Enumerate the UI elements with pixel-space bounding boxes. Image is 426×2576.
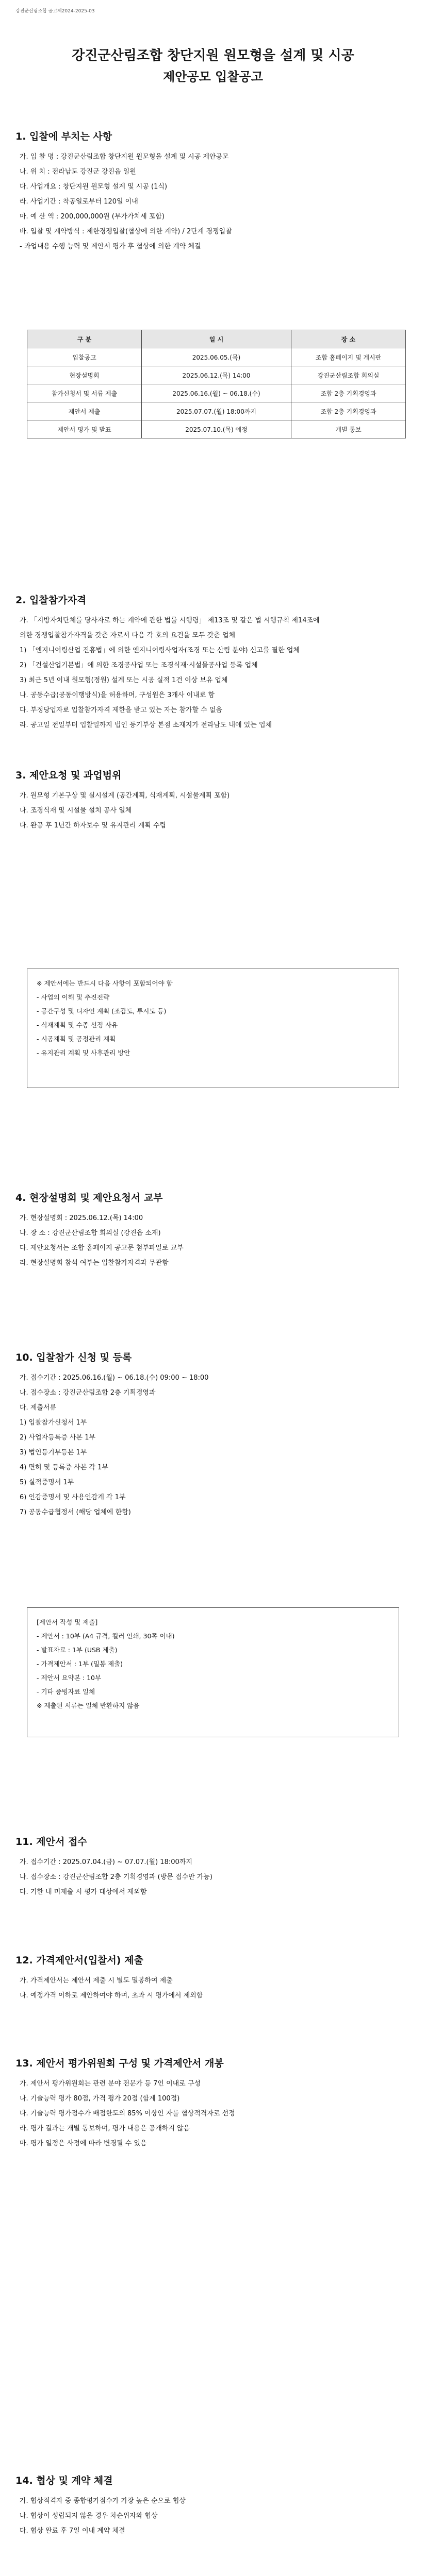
box-line: ※ 제안서에는 반드시 다음 사항이 포함되어야 함 xyxy=(37,979,173,987)
body-line: 바. 입찰 및 계약방식 : 제한경쟁입찰(협상에 의한 계약) / 2단계 경쟁입찰 xyxy=(20,228,232,235)
body-line: 2) 사업자등록증 사본 1부 xyxy=(20,1434,96,1442)
box-line: - 공간구성 및 디자인 계획 (조감도, 투시도 등) xyxy=(37,1007,167,1015)
body-line: 마. 평가 일정은 사정에 따라 변경될 수 있음 xyxy=(20,2140,147,2147)
body-line: 가. 접수기간 : 2025.07.04.(금) ~ 07.07.(월) 18:00까지 xyxy=(20,1858,192,1866)
body-line: 나. 조경식재 및 시설물 설치 공사 일체 xyxy=(20,807,132,815)
body-line: 나. 협상이 성립되지 않을 경우 차순위자와 협상 xyxy=(20,2512,158,2520)
title-line-2: 제안공모 입찰공고 xyxy=(163,70,263,84)
title-line-1: 강진군산림조합 창단지원 원모형을 설계 및 시공 xyxy=(72,48,354,63)
section-heading-5: 10. 입찰참가 신청 및 등록 xyxy=(15,1352,132,1363)
body-line: 3) 법인등기부등본 1부 xyxy=(20,1449,87,1456)
body-line: 다. 협상 완료 후 7일 이내 계약 체결 xyxy=(20,2527,125,2535)
section-body-9 xyxy=(20,2494,412,2538)
body-line: 라. 사업기간 : 착공일로부터 120일 이내 xyxy=(20,198,138,206)
table-cell: 강진군산림조합 회의실 xyxy=(291,366,405,384)
section-heading-3: 3. 제안요청 및 과업범위 xyxy=(15,770,122,781)
body-line: - 과업내용 수행 능력 및 제안서 평가 후 협상에 의한 계약 체결 xyxy=(20,243,201,250)
table-cell: 조합 2층 기획경영과 xyxy=(291,402,405,420)
table-row xyxy=(27,402,406,420)
table-cell: 제안서 제출 xyxy=(27,402,142,420)
table-cell: 참가신청서 및 서류 제출 xyxy=(27,384,142,402)
section-heading-1: 1. 입찰에 부치는 사항 xyxy=(15,131,112,142)
body-line: 라. 공고일 전일부터 입찰일까지 법인 등기부상 본점 소재지가 전라남도 내에 있는 업체 xyxy=(20,721,272,729)
table-row xyxy=(27,420,406,438)
section-body-3 xyxy=(20,788,412,833)
body-line: 가. 가격제안서는 제안서 제출 시 별도 밀봉하여 제출 xyxy=(20,1977,173,1985)
table-row xyxy=(27,366,406,384)
body-line: 3) 최근 5년 이내 원모형(정원) 설계 또는 시공 실적 1건 이상 보유 업체 xyxy=(20,676,228,684)
section-body-1 xyxy=(20,149,412,254)
body-line: 6) 인감증명서 및 사용인감계 각 1부 xyxy=(20,1494,126,1501)
table-header-cell: 장 소 xyxy=(291,330,405,348)
body-line: 다. 부정당업자로 입찰참가자격 제한을 받고 있는 자는 참가할 수 없음 xyxy=(20,706,222,714)
body-line: 5) 실적증명서 1부 xyxy=(20,1479,74,1486)
body-line: 나. 접수장소 : 강진군산림조합 2층 기획경영과 (방문 접수만 가능) xyxy=(20,1873,212,1881)
requirements-box xyxy=(27,969,399,1088)
box-line: - 시공계획 및 공정관리 계획 xyxy=(37,1035,116,1043)
table-cell: 입찰공고 xyxy=(27,348,142,366)
table-cell: 제안서 평가 및 발표 xyxy=(27,420,142,438)
body-line: 가. 입 찰 명 : 강진군산림조합 창단지원 원모형을 설계 및 시공 제안공모 xyxy=(20,153,229,161)
submission-box xyxy=(27,1607,399,1737)
body-line: 나. 장 소 : 강진군산림조합 회의실 (강진읍 소재) xyxy=(20,1229,161,1237)
section-body-4 xyxy=(20,1211,412,1270)
box-line: - 유지관리 계획 및 사후관리 방안 xyxy=(37,1049,130,1057)
table-header-row xyxy=(27,330,406,348)
section-heading-2: 2. 입찰참가자격 xyxy=(15,595,87,606)
body-line: 가. 현장설명회 : 2025.06.12.(목) 14:00 xyxy=(20,1214,143,1222)
body-line: 다. 제안요청서는 조합 홈페이지 공고문 첨부파일로 교부 xyxy=(20,1244,184,1252)
body-line: 가. 제안서 평가위원회는 관련 분야 전문가 등 7인 이내로 구성 xyxy=(20,2080,201,2088)
header-note: 강진군산림조합 공고제2024-2025-03 xyxy=(15,9,95,14)
table-row xyxy=(27,348,406,366)
body-line: 다. 기한 내 미제출 시 평가 대상에서 제외함 xyxy=(20,1888,147,1896)
box-line: - 제안서 : 10부 (A4 규격, 컬러 인쇄, 30쪽 이내) xyxy=(37,1632,175,1640)
table-cell: 2025.06.05.(목) xyxy=(142,348,291,366)
box-line: - 사업의 이해 및 추진전략 xyxy=(37,993,110,1001)
body-line: 나. 접수장소 : 강진군산림조합 2층 기획경영과 xyxy=(20,1389,156,1397)
section-heading-7: 12. 가격제안서(입찰서) 제출 xyxy=(15,1955,143,1966)
body-line: 다. 사업개요 : 창단지원 원모형 설계 및 시공 (1식) xyxy=(20,183,168,191)
section-body-8 xyxy=(20,2076,412,2151)
table-cell: 현장설명회 xyxy=(27,366,142,384)
body-line: 가. 「지방자치단체를 당사자로 하는 계약에 관한 법률 시행령」 제13조 및 같은 법 시행규칙 제14조에 xyxy=(20,617,320,624)
section-body-6 xyxy=(20,1855,412,1900)
title-block xyxy=(0,46,426,86)
body-line: 가. 원모형 기본구상 및 실시설계 (공간계획, 식재계획, 시설물계획 포함) xyxy=(20,792,230,800)
table-cell: 개별 통보 xyxy=(291,420,405,438)
section-heading-9: 14. 협상 및 계약 체결 xyxy=(15,2475,113,2486)
body-line: 가. 접수기간 : 2025.06.16.(월) ~ 06.18.(수) 09:00 ~ 18:00 xyxy=(20,1374,209,1382)
box-line: - 발표자료 : 1부 (USB 제출) xyxy=(37,1646,118,1654)
table-header-cell: 일 시 xyxy=(142,330,291,348)
table-cell: 조합 홈페이지 및 게시판 xyxy=(291,348,405,366)
body-line: 의한 경쟁입찰참가자격을 갖춘 자로서 다음 각 호의 요건을 모두 갖춘 업체 xyxy=(20,632,236,639)
schedule-table xyxy=(27,330,406,438)
box-line: - 기타 증빙자료 일체 xyxy=(37,1688,95,1696)
body-line: 나. 예정가격 이하로 제안하여야 하며, 초과 시 평가에서 제외함 xyxy=(20,1992,203,1999)
box-line: ※ 제출된 서류는 일체 반환하지 않음 xyxy=(37,1702,140,1709)
body-line: 4) 면허 및 등록증 사본 각 1부 xyxy=(20,1464,108,1471)
section-heading-8: 13. 제안서 평가위원회 구성 및 가격제안서 개봉 xyxy=(15,2058,224,2069)
body-line: 2) 「건설산업기본법」에 의한 조경공사업 또는 조경식재·시설물공사업 등록 업체 xyxy=(20,662,258,669)
body-line: 다. 제출서류 xyxy=(20,1404,57,1412)
table-cell: 2025.06.16.(월) ~ 06.18.(수) xyxy=(142,384,291,402)
table-cell: 2025.07.07.(월) 18:00까지 xyxy=(142,402,291,420)
section-body-5 xyxy=(20,1370,412,1520)
body-line: 나. 공동수급(공동이행방식)을 허용하며, 구성원은 3개사 이내로 함 xyxy=(20,691,215,699)
box-line: - 가격제안서 : 1부 (밀봉 제출) xyxy=(37,1660,123,1668)
table-cell: 2025.07.10.(목) 예정 xyxy=(142,420,291,438)
body-line: 라. 현장설명회 참석 여부는 입찰참가자격과 무관함 xyxy=(20,1259,169,1267)
table-cell: 2025.06.12.(목) 14:00 xyxy=(142,366,291,384)
body-line: 나. 기술능력 평가 80점, 가격 평가 20점 (합계 100점) xyxy=(20,2095,180,2103)
body-line: 1) 「엔지니어링산업 진흥법」에 의한 엔지니어링사업자(조경 또는 산림 분야) 신고를 필한 업체 xyxy=(20,647,300,654)
table-row xyxy=(27,384,406,402)
section-heading-6: 11. 제안서 접수 xyxy=(15,1836,87,1848)
box-line: - 식재계획 및 수종 선정 사유 xyxy=(37,1021,118,1029)
box-line: - 제안서 요약본 : 10부 xyxy=(37,1674,102,1682)
section-body-7 xyxy=(20,1973,412,2003)
body-line: 1) 입찰참가신청서 1부 xyxy=(20,1419,87,1427)
body-line: 다. 기술능력 평가점수가 배점한도의 85% 이상인 자를 협상적격자로 선정 xyxy=(20,2110,235,2117)
body-line: 7) 공동수급협정서 (해당 업체에 한함) xyxy=(20,1509,131,1516)
body-line: 나. 위 치 : 전라남도 강진군 강진읍 일원 xyxy=(20,168,136,176)
table-header-cell: 구 분 xyxy=(27,330,142,348)
section-heading-4: 4. 현장설명회 및 제안요청서 교부 xyxy=(15,1192,163,1204)
body-line: 라. 평가 결과는 개별 통보하며, 평가 내용은 공개하지 않음 xyxy=(20,2125,190,2132)
body-line: 마. 예 산 액 : 200,000,000원 (부가가치세 포함) xyxy=(20,213,165,221)
body-line: 가. 협상적격자 중 종합평가점수가 가장 높은 순으로 협상 xyxy=(20,2497,186,2505)
table-cell: 조합 2층 기획경영과 xyxy=(291,384,405,402)
box-line: [제안서 작성 및 제출] xyxy=(37,1618,98,1626)
body-line: 다. 완공 후 1년간 하자보수 및 유지관리 계획 수립 xyxy=(20,822,167,829)
section-body-2 xyxy=(20,613,412,733)
